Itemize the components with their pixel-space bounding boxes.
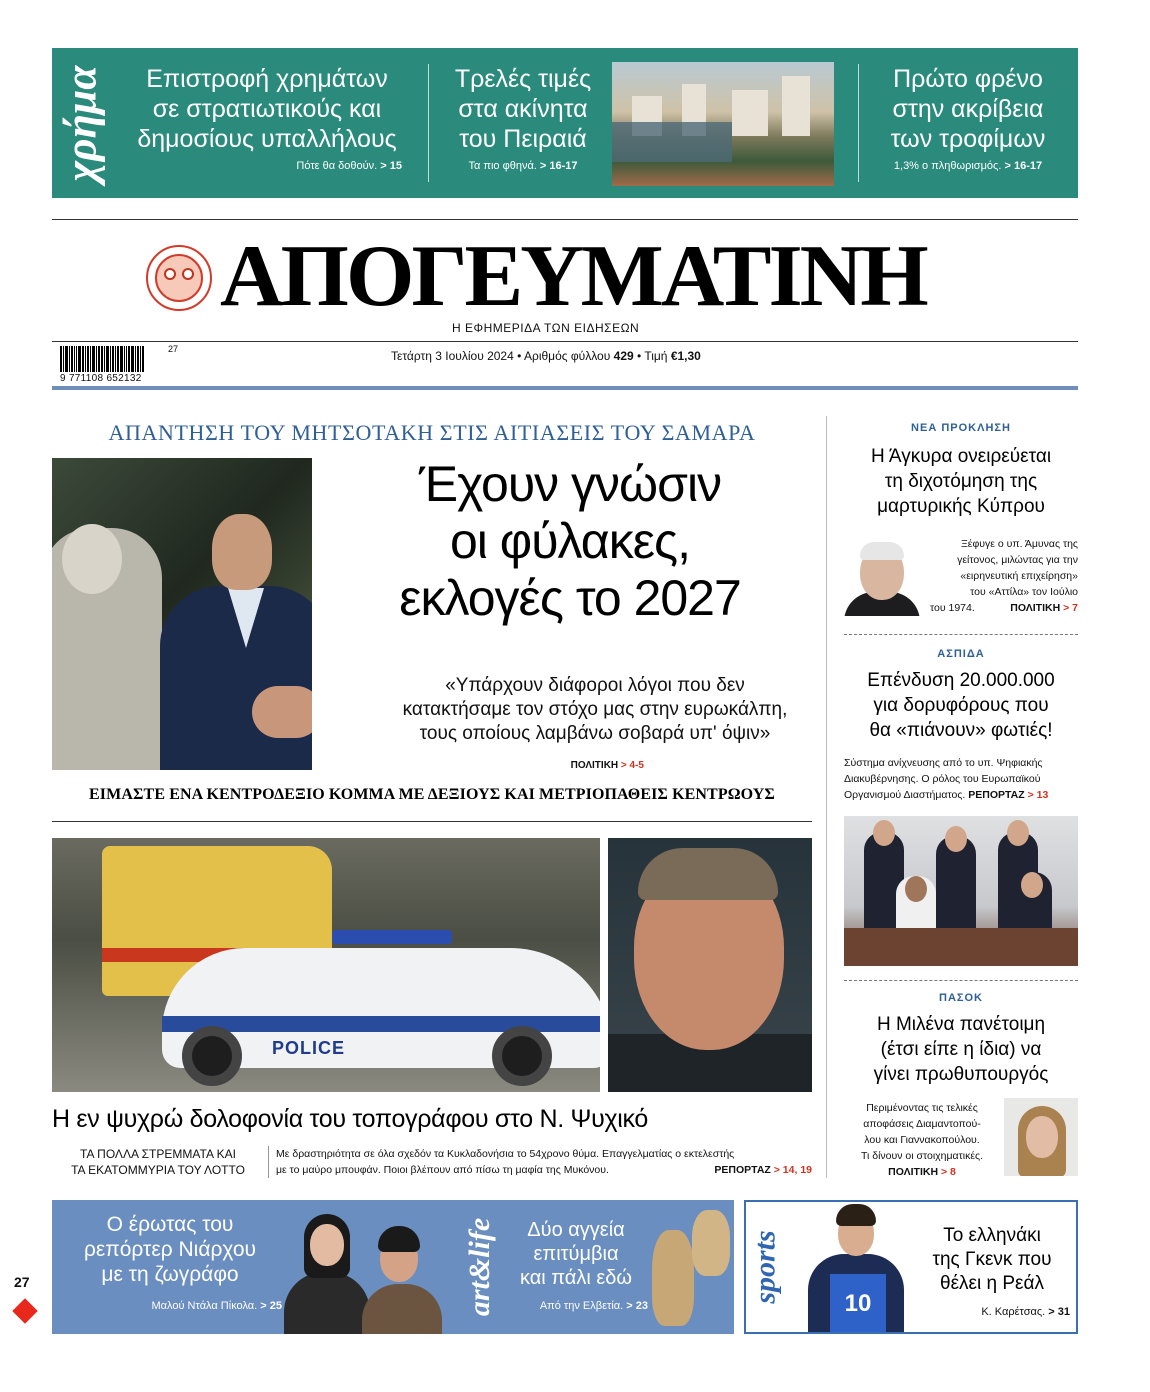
signing-group-photo	[844, 816, 1078, 966]
second-story-headline[interactable]: Η εν ψυχρώ δολοφονία του τοπογράφου στο Ν. Ψυχικό	[52, 1105, 649, 1133]
right-story-headline: Η Άγκυρα ονειρεύεται τη διχοτόμηση της μαρτυρικής Κύπρου	[870, 446, 1052, 517]
masthead-top-rule	[52, 219, 1078, 220]
page-number: 27	[14, 1274, 30, 1290]
banner-story-sub: Τα πιο φθηνά. > 16-17	[468, 160, 578, 172]
politician-portrait-photo	[1004, 1098, 1078, 1176]
art-life-banner	[52, 1200, 734, 1334]
lead-headline[interactable]: Έχουν γνώσιν οι φύλακες, εκλογές το 2027	[399, 456, 741, 626]
top-banner-chrima	[52, 48, 1078, 198]
masthead-title: ΑΠΟΓΕΥΜΑΤΙΝΗ	[220, 228, 926, 325]
victim-portrait-photo	[608, 838, 812, 1092]
art-story-headline[interactable]: Ο έρωτας του ρεπόρτερ Νιάρχου με τη ζωγράφο	[83, 1213, 257, 1286]
right-story-text: Περιμένοντας τις τελικές αποφάσεις Διαμαντοπού- λου και Γιαννακοπούλου. Τι δίνουν οι στοιχηματικές. ΠΟΛΙΤΙΚΗ > 8	[844, 1100, 1000, 1180]
right-story-page-ref[interactable]: ΠΟΛΙΤΙΚΗ > 8	[888, 1166, 956, 1178]
second-story-side-kicker: ΤΑ ΠΟΛΛΑ ΣΤΡΕΜΜΑΤΑ ΚΑΙ ΤΑ ΕΚΑΤΟΜΜΥΡΙΑ ΤΟΥ ΛΟΤΤΟ	[71, 1147, 245, 1177]
issue-date: Τετάρτη 3 Ιουλίου 2024	[391, 349, 514, 363]
dateline: Τετάρτη 3 Ιουλίου 2024 • Αριθμός φύλλου 429 • Τιμή €1,30	[391, 349, 701, 363]
issue-number: 429	[613, 349, 634, 363]
banner-story-sub: 1,3% ο πληθωρισμός. > 16-17	[893, 160, 1043, 172]
lead-quote: «Υπάρχουν διάφοροι λόγοι που δεν κατακτήσαμε τον στόχο μας στην ευρωκάλπη, τους οποίους λαμβάνω σοβαρά υπ' όψιν»	[402, 675, 788, 744]
shirt-number: 10	[830, 1274, 886, 1334]
police-scene-photo	[52, 838, 600, 1092]
art-story-sub: Μαλού Ντάλα Πίκολα. > 25	[151, 1300, 282, 1312]
couple-photo	[274, 1206, 454, 1334]
lead-interview-photo	[52, 458, 312, 770]
sports-story-headline[interactable]: Το ελληνάκι της Γκενκ που θέλει η Ρεάλ	[932, 1225, 1052, 1294]
price-value: €1,30	[670, 349, 701, 363]
banner-story-headline: Επιστροφή χρημάτων σε στρατιωτικούς και δημοσίους υπαλλήλους	[137, 65, 397, 153]
dashed-divider	[844, 634, 1078, 635]
second-story-divider	[268, 1146, 269, 1178]
blue-section-rule	[52, 386, 1078, 390]
ancient-vases-photo	[648, 1206, 734, 1334]
sports-story-sub: Κ. Καρέτσας. > 31	[981, 1306, 1070, 1318]
barcode-number: 9 771108 652132	[60, 373, 142, 384]
column-divider	[826, 416, 827, 1178]
second-story-page-ref[interactable]: ΡΕΠΟΡΤΑΖ > 14, 19	[714, 1164, 812, 1176]
second-story-text: Με δραστηριότητα σε όλα σχεδόν τα Κυκλαδονήσια το 54χρονο θύμα. Επαγγελματίας ο εκτελεστής με το μαύρο μπουφάν. Ποιοι βλέπουν από πίσω τη μαφία της Μυκόνου. ΡΕΠΟΡΤΑΖ > 14, 19	[276, 1148, 812, 1176]
banner-divider	[858, 64, 859, 182]
right-story-satellites[interactable]	[844, 648, 1078, 803]
banner-story-inflation[interactable]	[864, 48, 1072, 198]
section-label-chrima: χρήμα	[56, 64, 106, 182]
right-story-text: Σύστημα ανίχνευσης από το υπ. Ψηφιακής Διακυβέρνησης. Ο ρόλος του Ευρωπαϊκού Οργανισμού Διαστήματος. ΡΕΠΟΡΤΑΖ > 13	[844, 757, 1049, 801]
owl-logo-icon	[146, 245, 212, 311]
banner-story-sub: Πότε θα δοθούν. > 15	[296, 160, 402, 172]
issue-label: Αριθμός φύλλου	[524, 349, 611, 363]
vases-story-headline[interactable]: Δύο αγγεία επιτύμβια και πάλι εδώ	[519, 1219, 633, 1289]
masthead-tagline: Η ΕΦΗΜΕΡΙΔΑ ΤΩΝ ΕΙΔΗΣΕΩΝ	[452, 321, 640, 335]
right-story-turkey[interactable]	[844, 422, 1078, 519]
right-story-pasok[interactable]	[844, 992, 1078, 1087]
police-car-text: POLICE	[272, 1038, 346, 1058]
right-story-headline: Επένδυση 20.000.000 για δορυφόρους που θα «πιάνουν» φωτιές!	[867, 670, 1055, 741]
banner-story-headline: Πρώτο φρένο στην ακρίβεια των τροφίμων	[890, 65, 1046, 153]
lead-bottom-rule	[52, 821, 812, 822]
minister-portrait-photo	[844, 536, 920, 616]
dashed-divider	[844, 980, 1078, 981]
sports-banner	[744, 1200, 1078, 1334]
football-player-photo	[806, 1204, 906, 1334]
vases-story-sub: Από την Ελβετία. > 23	[539, 1300, 648, 1312]
masthead-bottom-rule	[52, 341, 1078, 342]
right-story-text: Ξέφυγε ο υπ. Άμυνας της γείτονος, μιλώντας για την «ειρηνευτική επιχείρηση» του «Αττίλα» τον Ιούλιο του 1974. ΠΟΛΙΤΙΚΗ > 7	[930, 538, 1078, 614]
right-story-kicker: ΠΑΣΟΚ	[939, 992, 983, 1004]
right-story-page-ref[interactable]: ΡΕΠΟΡΤΑΖ > 13	[968, 789, 1049, 801]
lead-page-ref[interactable]: ΠΟΛΙΤΙΚΗ > 4-5	[570, 760, 644, 771]
section-label-art-life: art&life	[463, 1217, 497, 1317]
right-story-kicker: ΝΕΑ ΠΡΟΚΛΗΣΗ	[911, 422, 1011, 434]
section-label-sports: sports	[749, 1230, 783, 1304]
piraeus-city-photo	[612, 62, 834, 186]
banner-story-piraeus[interactable]	[438, 48, 608, 198]
banner-story-headline: Τρελές τιμές στα ακίνητα του Πειραιά	[454, 65, 592, 153]
banner-story-refund[interactable]	[122, 48, 412, 198]
lead-kicker: ΑΠΑΝΤΗΣΗ ΤΟΥ ΜΗΤΣΟΤΑΚΗ ΣΤΙΣ ΑΙΤΙΑΣΕΙΣ ΤΟΥ ΣΑΜΑΡΑ	[108, 420, 756, 445]
banner-divider	[428, 64, 429, 182]
right-story-kicker: ΑΣΠΙΔΑ	[937, 648, 985, 660]
price-label: Τιμή	[644, 349, 668, 363]
right-story-page-ref[interactable]: ΠΟΛΙΤΙΚΗ > 7	[1010, 602, 1078, 614]
right-story-headline: Η Μιλένα πανέτοιμη (έτσι είπε η ίδια) να γίνει πρωθυπουργός	[873, 1014, 1049, 1085]
lead-strap: ΕΙΜΑΣΤΕ ΕΝΑ ΚΕΝΤΡΟΔΕΞΙΟ ΚΟΜΜΑ ΜΕ ΔΕΞΙΟΥΣ ΚΑΙ ΜΕΤΡΙΟΠΑΘΕΙΣ ΚΕΝΤΡΩΟΥΣ	[89, 786, 775, 803]
red-diamond-icon	[12, 1298, 37, 1323]
barcode-issue: 27	[168, 344, 179, 354]
